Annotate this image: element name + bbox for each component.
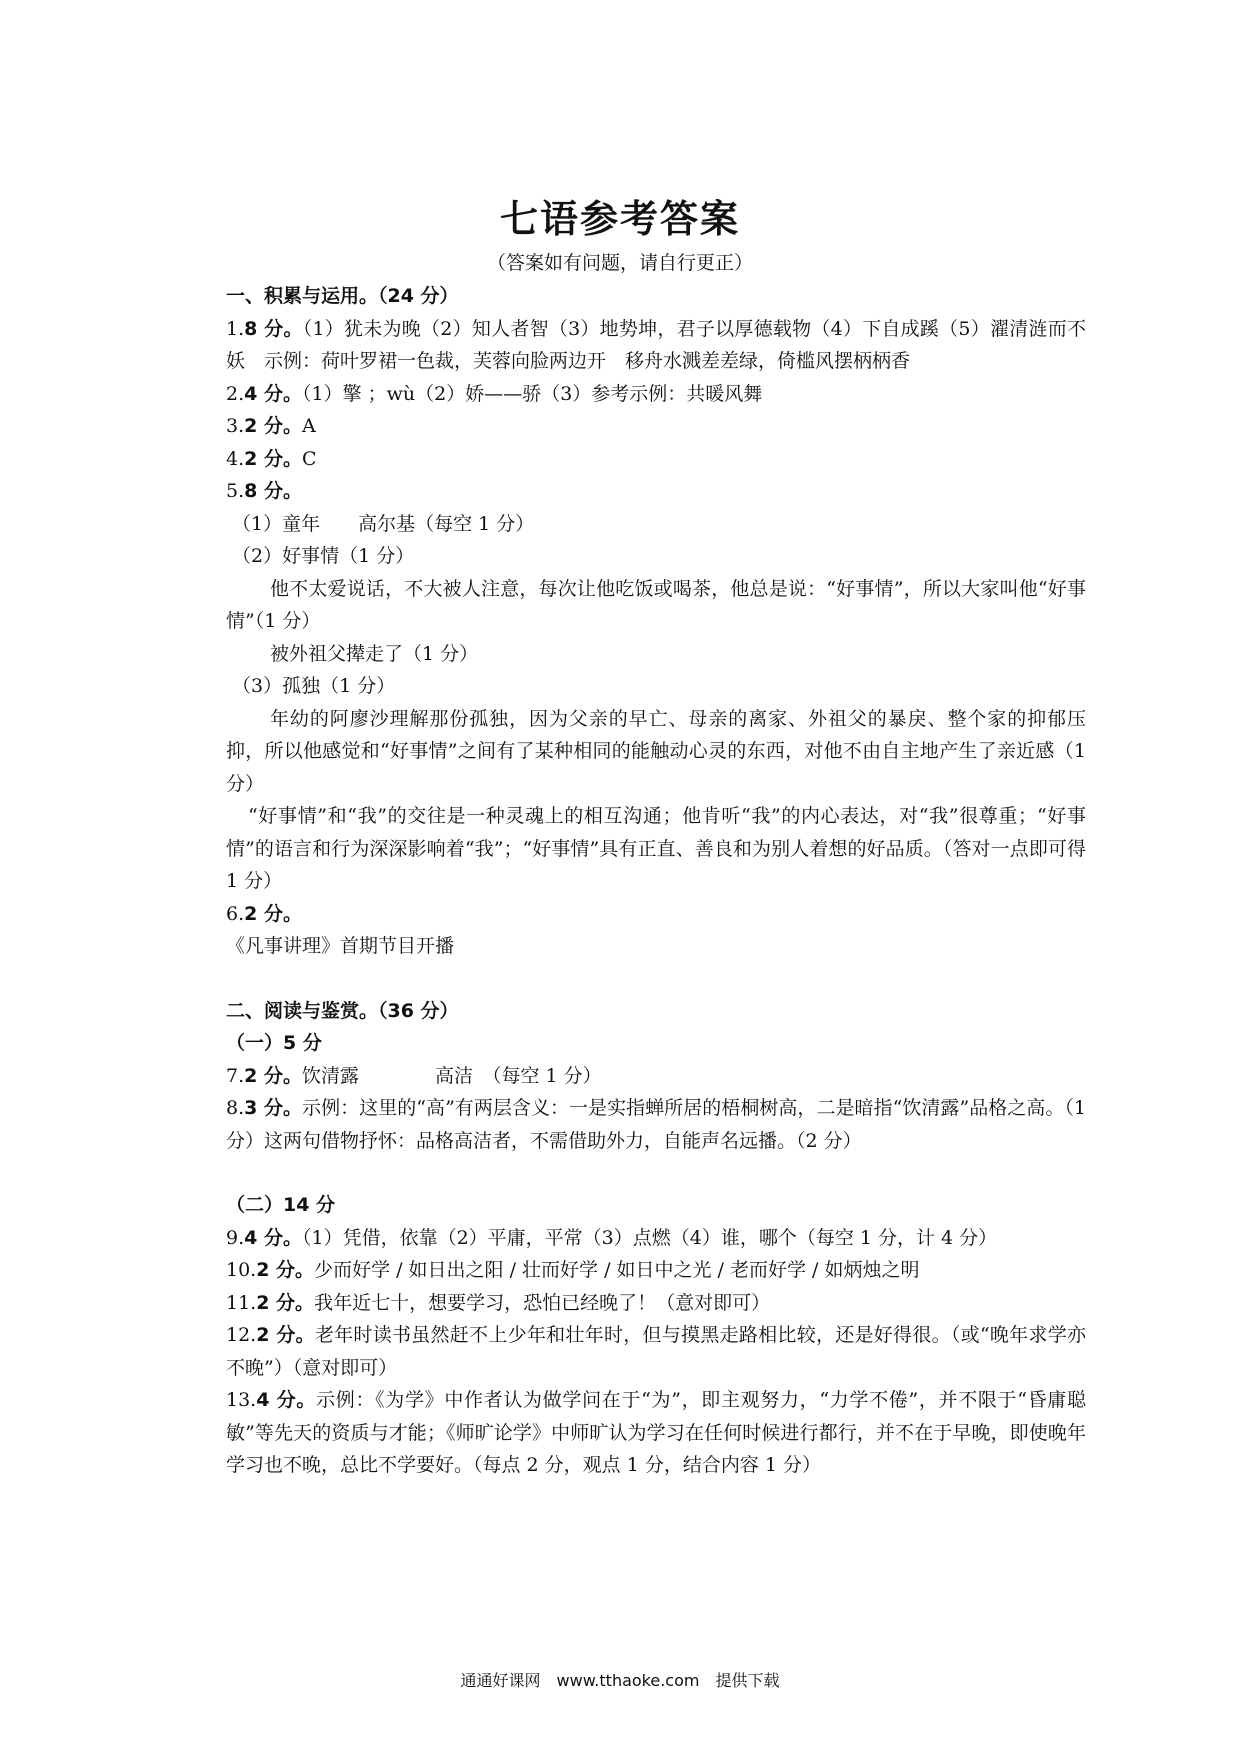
q11-score: 2 分。 bbox=[256, 1291, 315, 1314]
q6-text: 《凡事讲理》首期节目开播 bbox=[226, 935, 455, 957]
q5-part-2-detail: 被外祖父撵走了（1 分） bbox=[270, 642, 479, 665]
q5-part-3-analysis: “好事情”和“我”的交往是一种灵魂上的相互沟通；他肯听“我”的内心表达，对“我”很尊重；“好事情”的语言和行为深深影响着“我”；“好事情”具有正直、善良和为别人着想的好品质。（答对一点即可得 1 分） bbox=[226, 805, 1086, 892]
q13-score: 4 分。 bbox=[256, 1389, 317, 1411]
q5-part-3: （3）孤独（1 分） bbox=[232, 675, 396, 697]
q11-number: 11. bbox=[226, 1291, 257, 1314]
q1-text: （1）犹未为晚（2）知人者智（3）地势坤，君子以厚德载物（4）下自成蹊（5）濯清涟而不妖 示例：荷叶罗裙一色裁，芙蓉向脸两边开 移舟水溅差差绿，倚槛风摆柄柄香 bbox=[226, 317, 1086, 372]
part-spacer bbox=[226, 1157, 1086, 1189]
answer-q8 bbox=[226, 1092, 1086, 1157]
section-spacer bbox=[226, 963, 1086, 995]
part-1-heading: （一）5 分 bbox=[226, 1032, 322, 1054]
q8-text: 示例：这里的“高”有两层含义：一是实指蝉所居的梧桐树高，二是暗指“饮清露”品格之高。（1 分）这两句借物抒怀：品格高洁者，不需借助外力，自能声名远播。（2 分） bbox=[226, 1097, 1086, 1152]
answer-content bbox=[226, 280, 1086, 1482]
answer-q11 bbox=[226, 1287, 1086, 1320]
answer-q12 bbox=[226, 1319, 1086, 1384]
answer-q3 bbox=[226, 410, 1086, 443]
q9-score: 4 分。 bbox=[244, 1226, 302, 1249]
answer-q2 bbox=[226, 378, 1086, 411]
q3-score: 2 分。 bbox=[244, 415, 302, 437]
part-2-heading: （二）14 分 bbox=[226, 1194, 336, 1216]
q4-score: 2 分。 bbox=[244, 447, 302, 470]
q6-score: 2 分。 bbox=[244, 902, 302, 925]
page-subtitle: （答案如有问题，请自行更正） bbox=[486, 252, 753, 274]
q3-text: A bbox=[301, 415, 316, 437]
q4-text: C bbox=[301, 447, 317, 470]
page-footer: 通通好课网 www.tthaoke.com 提供下载 bbox=[460, 1671, 780, 1690]
q3-number: 3. bbox=[226, 415, 245, 437]
q2-text: （1）擎 ；wù（2）娇——骄（3）参考示例：共暖风舞 bbox=[301, 382, 763, 405]
q5-score: 8 分。 bbox=[244, 480, 302, 502]
page-title: 七语参考答案 bbox=[499, 197, 740, 241]
q2-score: 4 分。 bbox=[244, 382, 302, 405]
q7-score: 2 分。 bbox=[244, 1064, 302, 1087]
answer-q6 bbox=[226, 898, 1086, 931]
q12-number: 12. bbox=[226, 1324, 257, 1346]
answer-q4 bbox=[226, 443, 1086, 476]
answer-q13 bbox=[226, 1384, 1086, 1482]
answer-q1 bbox=[226, 313, 1086, 378]
q13-number: 13. bbox=[226, 1389, 257, 1411]
q13-text: 示例：《为学》中作者认为做学问在于“为”，即主观努力，“力学不倦”，并不限于“昏庸聪敏”等先天的资质与才能；《师旷论学》中师旷认为学习在任何时候进行都行，并不在于早晚，即使晚年学习也不晚，总比不学要好。（每点 2 分，观点 1 分，结合内容 1 分） bbox=[226, 1389, 1086, 1476]
q7-text: 饮清露 高洁 （每空 1 分） bbox=[301, 1064, 602, 1087]
q4-number: 4. bbox=[226, 447, 245, 470]
q8-number: 8. bbox=[226, 1097, 245, 1119]
q10-text: 少而好学 / 如日出之阳 / 壮而好学 / 如日中之光 / 老而好学 / 如炳烛之明 bbox=[314, 1259, 920, 1281]
q6-number: 6. bbox=[226, 902, 245, 925]
q1-number: 1. bbox=[226, 317, 245, 340]
q5-part-1: （1）童年 高尔基（每空 1 分） bbox=[232, 512, 535, 535]
q1-score: 8 分。 bbox=[244, 317, 303, 340]
answer-q10 bbox=[226, 1254, 1086, 1287]
section-2-heading: 二、阅读与鉴赏。（36 分） bbox=[226, 999, 459, 1022]
q7-number: 7. bbox=[226, 1064, 245, 1087]
q5-number: 5. bbox=[226, 480, 245, 502]
q12-score: 2 分。 bbox=[256, 1324, 315, 1346]
q5-part-2: （2）好事情（1 分） bbox=[232, 545, 415, 567]
section-1-heading: 一、积累与运用。（24 分） bbox=[226, 285, 459, 307]
answer-q7 bbox=[226, 1060, 1086, 1093]
q9-text: （1）凭借，依靠（2）平庸，平常（3）点燃（4）谁，哪个（每空 1 分，计 4 分） bbox=[301, 1226, 998, 1249]
q10-number: 10. bbox=[226, 1259, 257, 1281]
q12-text: 老年时读书虽然赶不上少年和壮年时，但与摸黑走路相比较，还是好得很。（或“晚年求学亦不晚”）（意对即可） bbox=[226, 1324, 1086, 1379]
q5-part-2-explanation: 他不太爱说话，不大被人注意，每次让他吃饭或喝茶，他总是说：“好事情”，所以大家叫他“好事情”（1 分） bbox=[226, 577, 1086, 632]
q9-number: 9. bbox=[226, 1226, 245, 1249]
q8-score: 3 分。 bbox=[244, 1097, 303, 1119]
answer-q9 bbox=[226, 1222, 1086, 1255]
q11-text: 我年近七十，想要学习，恐怕已经晚了！（意对即可） bbox=[314, 1291, 771, 1314]
q5-part-3-explanation: 年幼的阿廖沙理解那份孤独，因为父亲的早亡、母亲的离家、外祖父的暴戾、整个家的抑郁压抑，所以他感觉和“好事情”之间有了某种相同的能触动心灵的东西，对他不由自主地产生了亲近感（1 分） bbox=[226, 707, 1086, 795]
q10-score: 2 分。 bbox=[256, 1259, 315, 1281]
answer-q5 bbox=[226, 475, 1086, 508]
q2-number: 2. bbox=[226, 382, 245, 405]
